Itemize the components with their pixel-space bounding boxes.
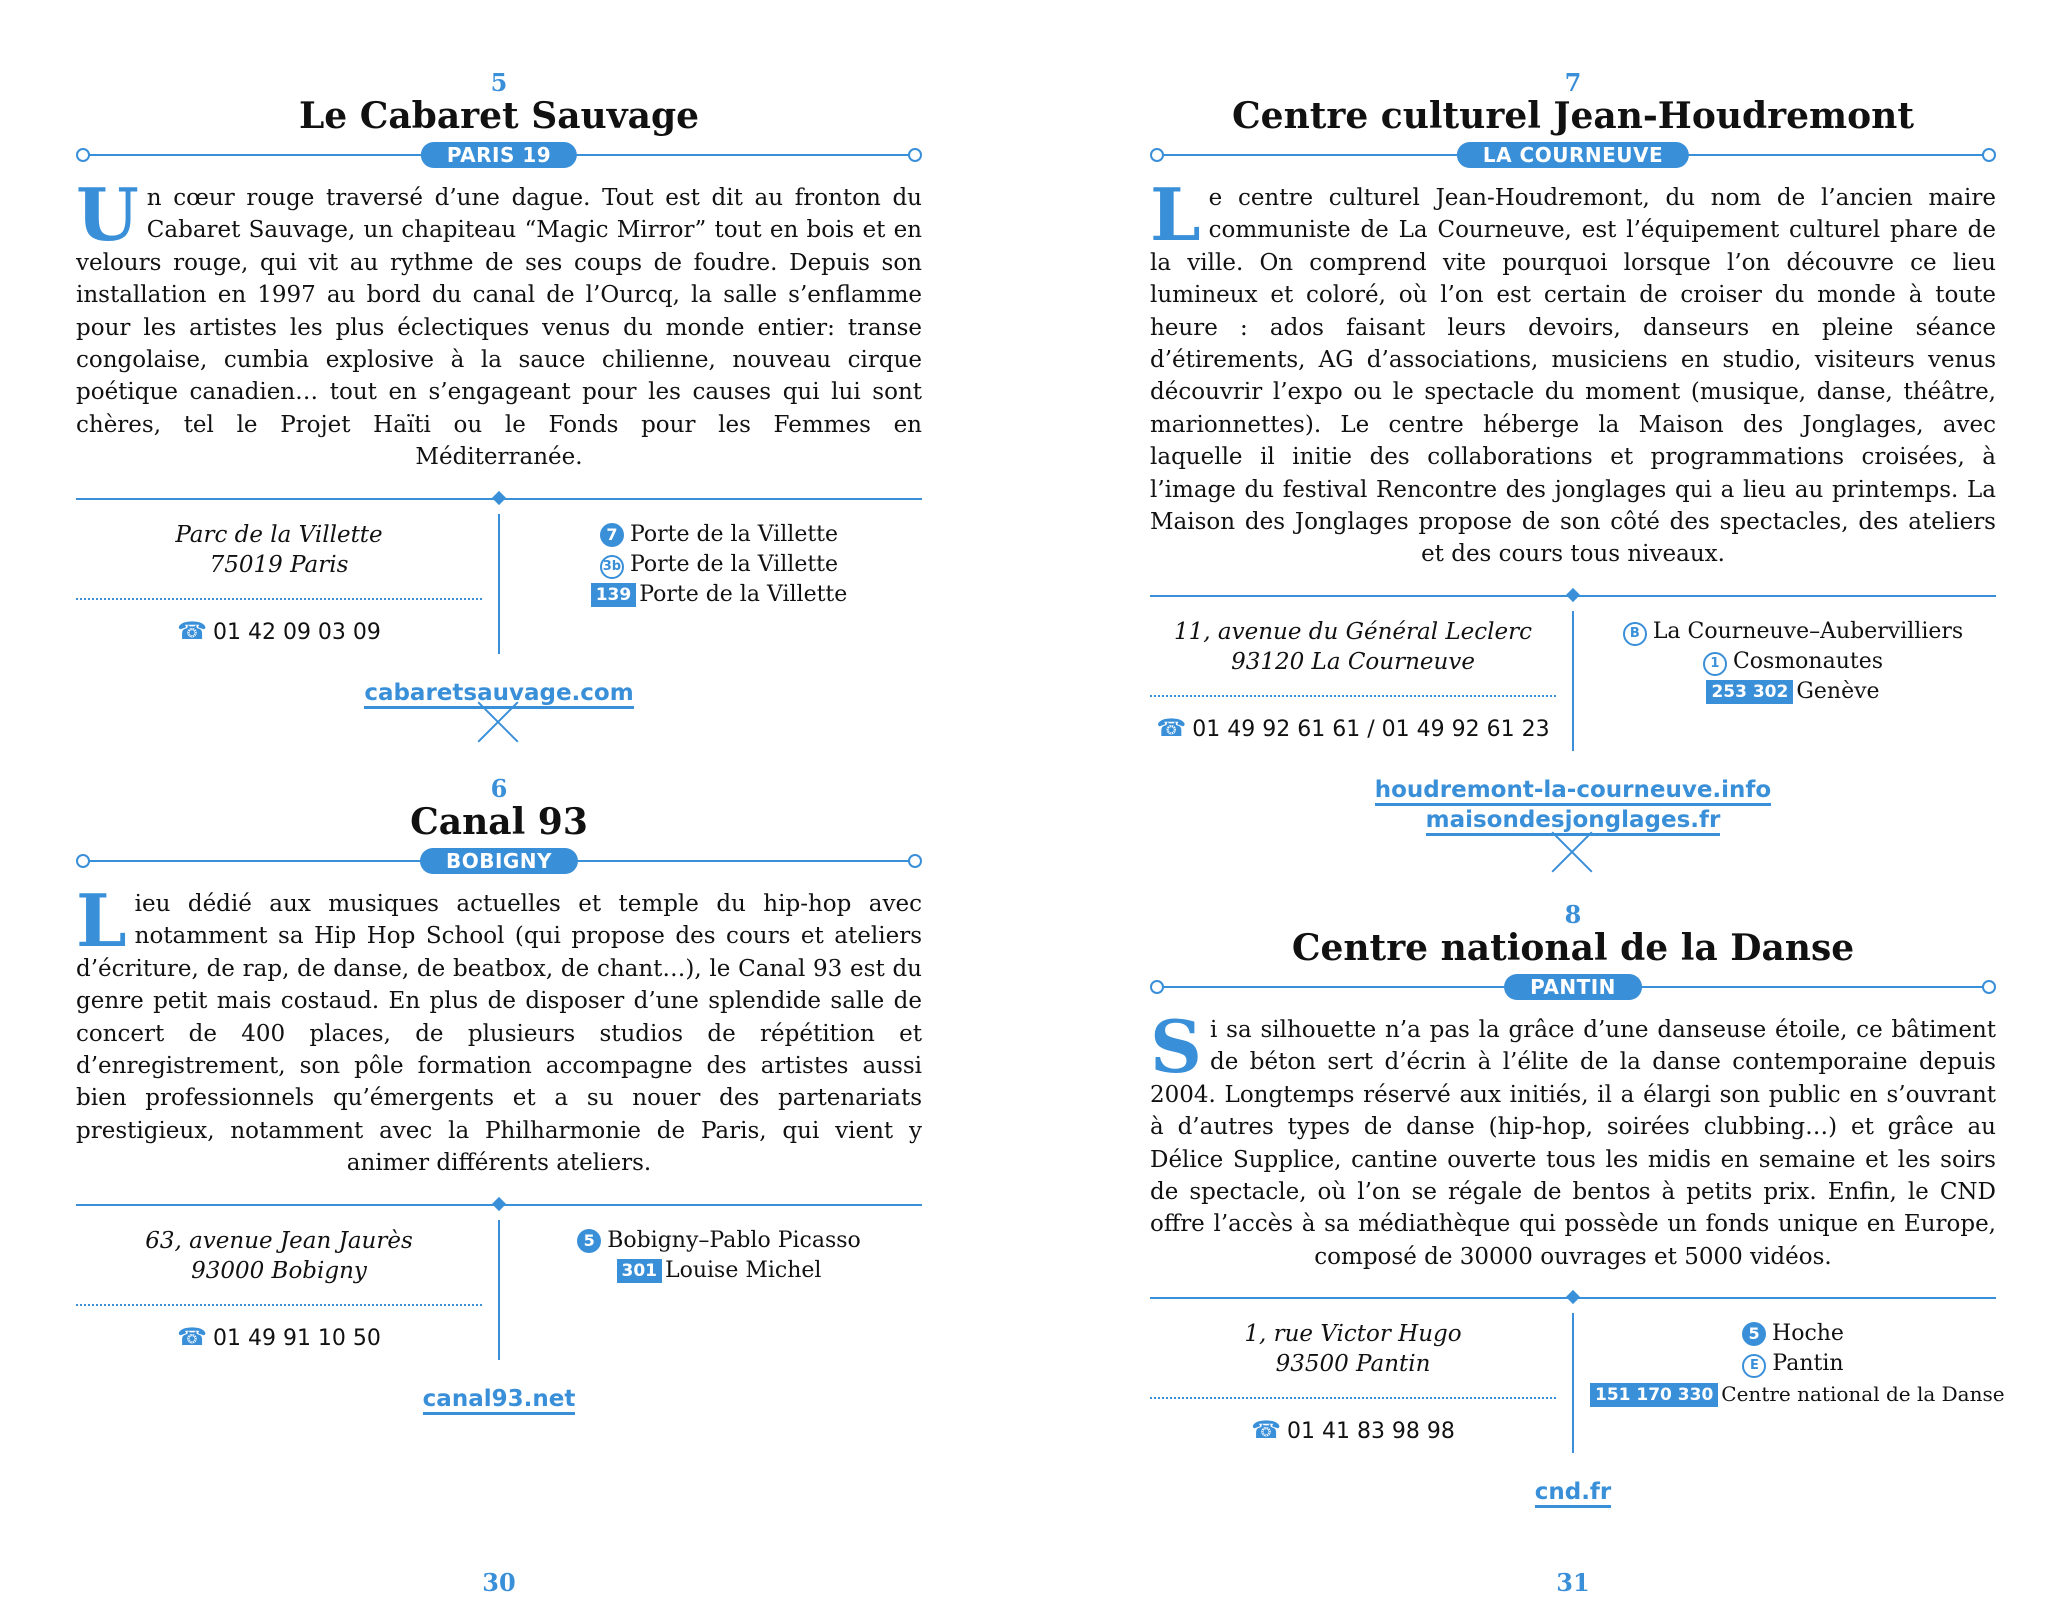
description-text: e centre culturel Jean-Houdremont, du nom de l’ancien maire communiste de La Courneuve, est l’équipement culturel phare de la ville. On comprend vite pourquoi lorsque l’on découvre ce lieu lumineux et coloré, où l’on est certain de croiser du monde à toute heure : ados faisant leurs devoirs, danseurs en pleine séance d’étirements, AG d’associations, musiciens en studio, visiteurs venus découvrir l’expo ou le spectacle du moment (musique, danse, théâtre, marionnettes). Le centre héberge la Maison des Jonglages, avec laquelle il initie des collaborations et programmations croisées, à l’image du festival Rencontre des jonglages qui a lieu au printemps. La Maison des Jonglages propose de son côté des spectacles, des ateliers et des cours tous niveaux.: [1150, 185, 1996, 568]
practical-info: [1150, 1291, 2005, 1471]
venue-canal-93: [76, 776, 922, 1414]
location-tag: PANTIN: [1504, 974, 1642, 1000]
website-link-2[interactable]: maisondesjonglages.fr: [1150, 805, 1996, 835]
bus-line-icon: 301: [617, 1259, 663, 1283]
tram-line-icon: 3b: [600, 555, 624, 579]
venue-title: Centre national de la Danse: [1291, 927, 1855, 969]
cross-icon: [1550, 830, 1594, 874]
phone: [1150, 1415, 1556, 1447]
transit-list: [516, 1226, 922, 1286]
venue-title: Centre culturel Jean-Houdremont: [1232, 95, 1914, 137]
phone: [76, 1322, 482, 1354]
drop-cap: L: [76, 878, 127, 963]
title-rule: [76, 140, 922, 170]
phone: [76, 616, 482, 648]
venue-number: 6: [490, 774, 508, 803]
drop-cap: S: [1150, 1004, 1202, 1089]
venue-number: 8: [1564, 900, 1582, 929]
diamond-icon: [1566, 1290, 1580, 1304]
cross-icon: [476, 700, 520, 744]
transit-list: [1590, 1319, 2005, 1409]
transit-metro: [516, 520, 922, 550]
drop-cap: L: [1150, 172, 1201, 257]
transit-stop: Centre national de la Danse: [1721, 1382, 2005, 1407]
phone-number: 01 49 91 10 50: [212, 1325, 381, 1351]
venue-title: Le Cabaret Sauvage: [298, 95, 700, 137]
diamond-icon: [492, 1197, 506, 1211]
practical-info: [1150, 589, 1996, 769]
website-link[interactable]: canal93.net: [76, 1384, 922, 1414]
phone-number: 01 42 09 03 09: [212, 619, 381, 645]
location-tag: PARIS 19: [421, 142, 577, 168]
right-page: [1030, 0, 2060, 1624]
practical-info: [76, 1198, 922, 1378]
address: [76, 1226, 482, 1286]
transit-stop: La Courneuve–Aubervilliers: [1652, 618, 1964, 644]
transit-stop: Cosmonautes: [1732, 648, 1884, 674]
address-line1: 63, avenue Jean Jaurès: [145, 1227, 413, 1254]
phone-number: 01 41 83 98 98: [1286, 1419, 1455, 1445]
description-text: ieu dédié aux musiques actuelles et temple du hip-hop avec notamment sa Hip Hop School (qui propose des cours et ateliers d’écriture, de rap, de danse, de beatbox, de chant…), le Canal 93 est du genre petit mais costaud. En plus de disposer d’une splendide salle de concert de 400 places, de plusieurs studios de répétition et d’enregistrement, son pôle formation accompagne des artistes aussi bien professionnels qu’émergents et a su nouer des partenariats prestigieux, notamment avec la Philharmonie de Paris, qui vient y animer différents ateliers.: [76, 891, 922, 1177]
title-rule: [1150, 140, 1996, 170]
bus-line-icon: 139: [591, 583, 637, 607]
venue-jean-houdremont: [1150, 70, 1996, 835]
diamond-icon: [492, 491, 506, 505]
website-link[interactable]: cabaretsauvage.com: [76, 678, 922, 708]
metro-line-icon: 5: [1742, 1322, 1766, 1346]
transit-stop: Pantin: [1772, 1351, 1844, 1377]
diamond-icon: [1566, 588, 1580, 602]
transit-metro: [1590, 1319, 1996, 1349]
description-text: i sa silhouette n’a pas la grâce d’une danseuse étoile, ce bâtiment de béton sert d’écrin à l’élite de la danse contemporaine depuis 2004. Longtemps réservé aux initiés, il a élargi son public en s’ouvrant à d’autres types de danse (hip-hop, soirées clubbing…) et grâce au Délice Supplice, cantine ouverte tous les midis en semaine et les soirs de spectacle, où l’on se régale de bentos à petits prix. Enfin, le CND offre l’accès à sa médiathèque qui possède un fonds unique en Europe, composé de 30000 ouvrages et 5000 vidéos.: [1150, 1017, 1996, 1270]
address-line2: 93000 Bobigny: [191, 1257, 367, 1284]
transit-stop: Hoche: [1772, 1321, 1844, 1347]
practical-info: [76, 492, 922, 672]
rer-line-icon: B: [1623, 622, 1647, 646]
transit-bus: [1590, 677, 1996, 707]
location-tag: LA COURNEUVE: [1457, 142, 1689, 168]
rer-line-icon: E: [1742, 1354, 1766, 1378]
venue-description: [1150, 1004, 1996, 1273]
phone-icon: ☎: [177, 1322, 207, 1351]
phone-icon: ☎: [177, 616, 207, 645]
transit-stop: Porte de la Villette: [639, 581, 848, 607]
transit-bus: [516, 580, 922, 610]
transit-stop: Genève: [1796, 678, 1880, 704]
website-link[interactable]: houdremont-la-courneuve.info: [1150, 775, 1996, 805]
bus-line-icon: 151 170 330: [1590, 1383, 1718, 1407]
address-line2: 93500 Pantin: [1275, 1351, 1431, 1378]
transit-stop: Porte de la Villette: [629, 521, 839, 547]
phone-icon: ☎: [1251, 1416, 1281, 1445]
transit-metro: [516, 1226, 922, 1256]
address-line1: 1, rue Victor Hugo: [1244, 1321, 1462, 1348]
metro-line-icon: 5: [577, 1229, 601, 1253]
address: [1150, 617, 1556, 677]
venue-centre-national-danse: [1150, 900, 2005, 1507]
address-line2: 75019 Paris: [209, 551, 349, 578]
transit-bus: [1590, 1379, 2005, 1409]
transit-tram: [1590, 647, 1996, 677]
metro-line-icon: 7: [600, 523, 624, 547]
page-number: 31: [1556, 1568, 1590, 1597]
drop-cap: U: [76, 172, 139, 257]
venue-description: [76, 878, 922, 1180]
website-link[interactable]: cnd.fr: [1150, 1477, 1996, 1507]
transit-rer: [1590, 1349, 1996, 1379]
phone: [1150, 713, 1556, 745]
venue-description: [76, 172, 922, 474]
location-tag: BOBIGNY: [420, 848, 578, 874]
transit-stop: Louise Michel: [665, 1257, 822, 1283]
title-rule: [1150, 972, 1996, 1002]
transit-stop: Bobigny–Pablo Picasso: [607, 1227, 861, 1253]
transit-stop: Porte de la Villette: [629, 551, 839, 577]
description-text: n cœur rouge traversé d’une dague. Tout est dit au fronton du Cabaret Sauvage, un chapiteau “Magic Mirror” tout en bois et en velours rouge, qui vit au rythme de ses coups de foudre. Depuis son installation en 1997 au bord du canal de l’Ourcq, la salle s’enflamme pour les artistes les plus éclectiques venus du monde entier: transe congolaise, cumbia explosive à la sauce chilienne, nouveau cirque poétique canadien… tout en s’engageant pour les causes qui lui sont chères, tel le Projet Haïti ou le Fonds pour les Femmes en Méditerranée.: [76, 185, 922, 471]
venue-description: [1150, 172, 1996, 571]
bus-line-icon: 253 302: [1706, 680, 1793, 704]
transit-bus: [516, 1256, 922, 1286]
transit-rer: [1590, 617, 1996, 647]
venue-number: 5: [490, 68, 508, 97]
phone-number: 01 49 92 61 61 / 01 49 92 61 23: [1192, 716, 1550, 742]
tram-line-icon: 1: [1703, 652, 1727, 676]
transit-tram: [516, 550, 922, 580]
page-number: 30: [482, 1568, 516, 1597]
title-rule: [76, 846, 922, 876]
transit-list: [1590, 617, 1996, 707]
venue-cabaret-sauvage: [76, 70, 922, 708]
address-line1: Parc de la Villette: [175, 521, 383, 548]
address-line2: 93120 La Courneuve: [1231, 648, 1475, 675]
venue-number: 7: [1564, 68, 1582, 97]
address-line1: 11, avenue du Général Leclerc: [1174, 618, 1532, 645]
address: [76, 520, 482, 580]
phone-icon: ☎: [1156, 713, 1187, 742]
transit-list: [516, 520, 922, 610]
venue-title: Canal 93: [410, 801, 588, 843]
address: [1150, 1319, 1556, 1379]
